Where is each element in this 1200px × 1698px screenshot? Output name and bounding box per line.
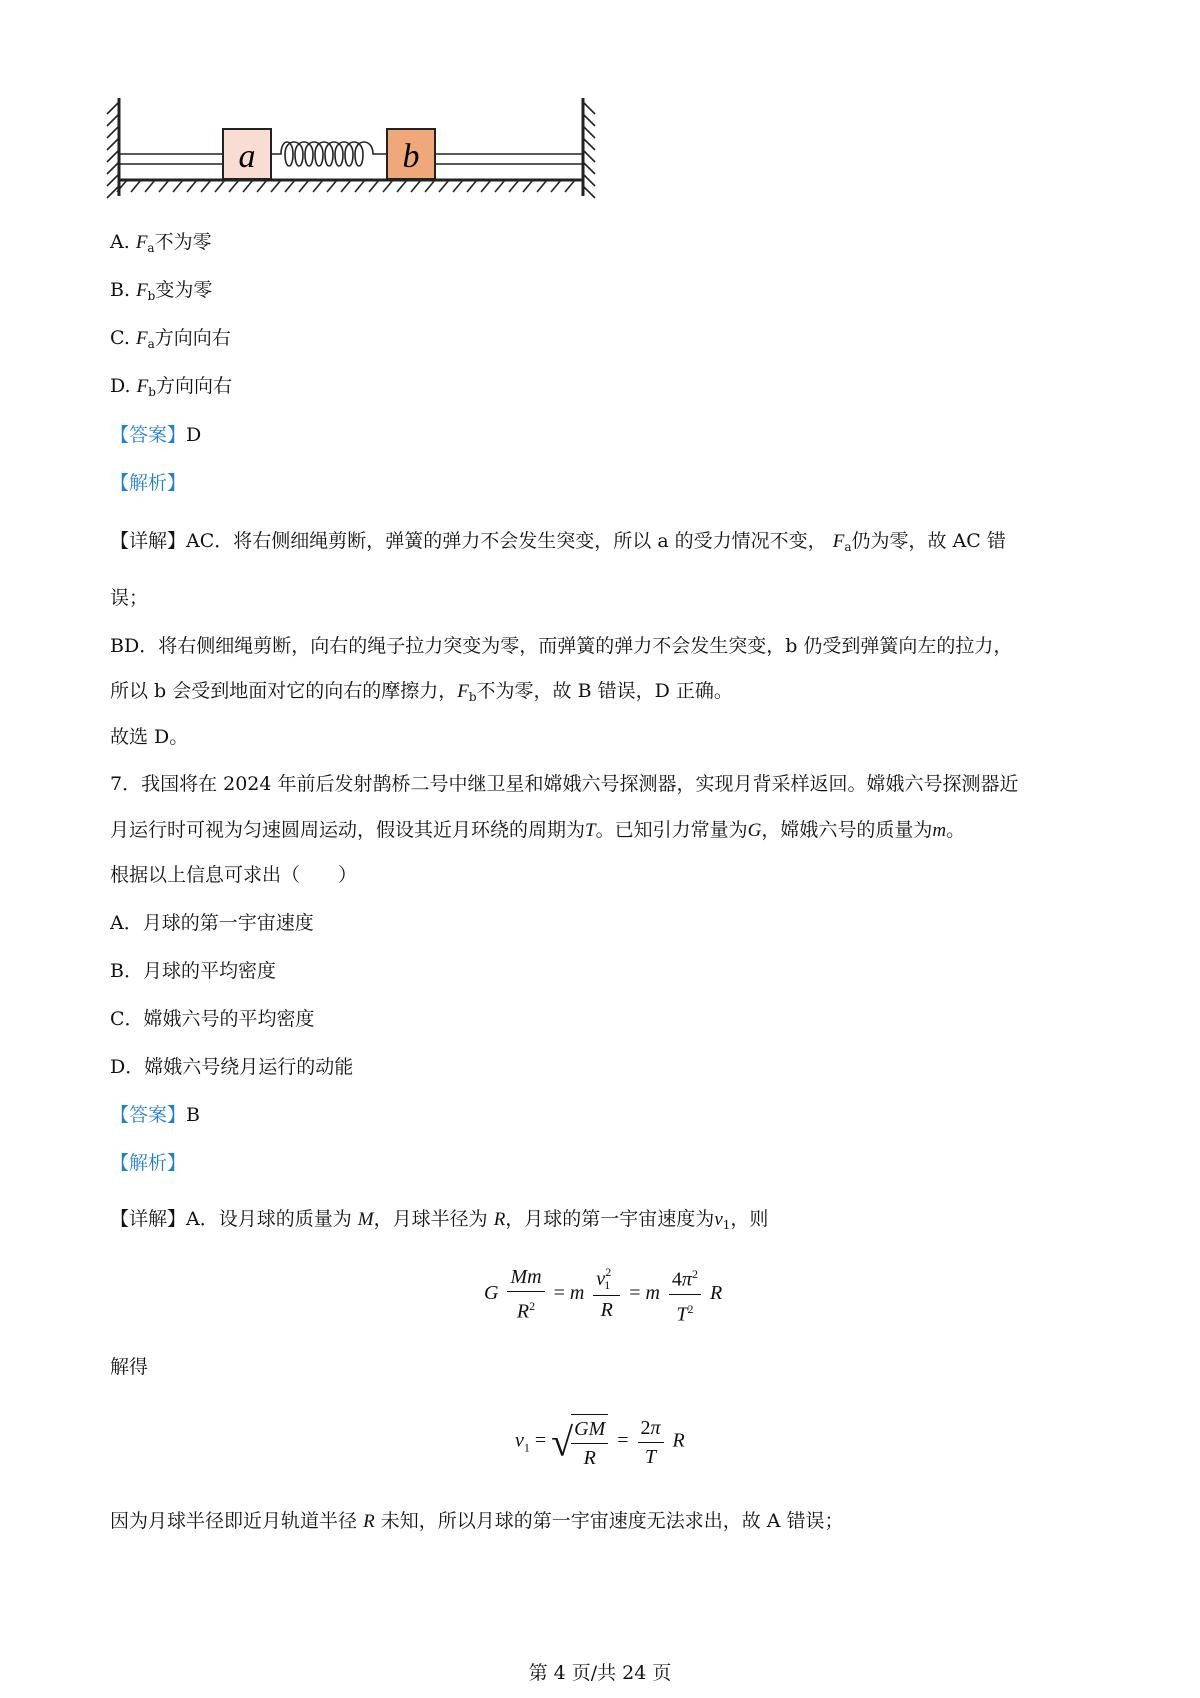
block-a-label: a <box>238 138 256 175</box>
spring-block-diagram <box>105 92 605 212</box>
q6-detail-line-4: 所以 b 会受到地面对它的向右的摩擦力，$F_b$不为零，故 B 错误，D 正确。 <box>110 680 733 704</box>
q7-option-a: A．月球的第一宇宙速度 <box>110 912 314 934</box>
q7-analysis-label: 【解析】 <box>110 1152 187 1174</box>
block-b-label: b <box>402 138 420 175</box>
q6-option-a: A. $F_a$不为零 <box>110 231 212 255</box>
spring <box>271 142 387 166</box>
q6-answer: 【答案】D <box>110 424 202 446</box>
q7-detail-line-1: 【详解】A．设月球的质量为 M，月球半径为 R，月球的第一宇宙速度为$v_1$，则 <box>110 1208 769 1232</box>
q7-detail-last: 因为月球半径即近月轨道半径 R 未知，所以月球的第一宇宙速度无法求出，故 A 错误； <box>110 1510 844 1532</box>
formula-gravitation: G $\frac{Mm}{R^2}$ = m $\frac{v^2_1}{R}$ = m $\frac{4\pi^2}{T^2}$ R <box>484 1262 722 1326</box>
q7-option-b: B．月球的平均密度 <box>110 960 276 982</box>
page-footer: 第 4 页/共 24 页 <box>528 1662 672 1684</box>
q6-detail-line-2: 误； <box>110 587 149 609</box>
q7-stem-line-1: 7．我国将在 2024 年前后发射鹊桥二号中继卫星和嫦娥六号探测器，实现月背采样返回。嫦娥六号探测器近 <box>110 773 1019 795</box>
q7-stem-line-2: 月运行时可视为匀速圆周运动，假设其近月环绕的周期为T。已知引力常量为G，嫦娥六号的质量为m。 <box>110 819 966 841</box>
q6-detail-line-1: 【详解】AC．将右侧细绳剪断，弹簧的弹力不会发生突变，所以 a 的受力情况不变， $F_a$仍为零，故 AC 错 <box>110 530 1006 554</box>
answer-label: 【答案】 <box>110 424 187 446</box>
q6-conclusion: 故选 D。 <box>110 726 189 748</box>
q7-option-d: D．嫦娥六号绕月运行的动能 <box>110 1056 354 1078</box>
q6-option-c: C. $F_a$方向向右 <box>110 327 231 351</box>
formula-first-cosmic-velocity: $v_1$ = √ $\frac{GM}{R}$ = $\frac{2\pi}{T}$ R <box>515 1414 685 1470</box>
q7-stem-line-3: 根据以上信息可求出（ ） <box>110 864 358 886</box>
q7-answer: 【答案】B <box>110 1104 200 1126</box>
q6-option-d: D. $F_b$方向向右 <box>110 375 232 399</box>
q7-option-c: C．嫦娥六号的平均密度 <box>110 1008 315 1030</box>
q7-solve-label: 解得 <box>110 1356 149 1378</box>
q6-analysis-label: 【解析】 <box>110 472 187 494</box>
q6-detail-line-3: BD．将右侧细绳剪断，向右的绳子拉力突变为零，而弹簧的弹力不会发生突变，b 仍受到弹簧向左的拉力， <box>110 635 1013 657</box>
q6-option-b: B. $F_b$变为零 <box>110 279 213 303</box>
